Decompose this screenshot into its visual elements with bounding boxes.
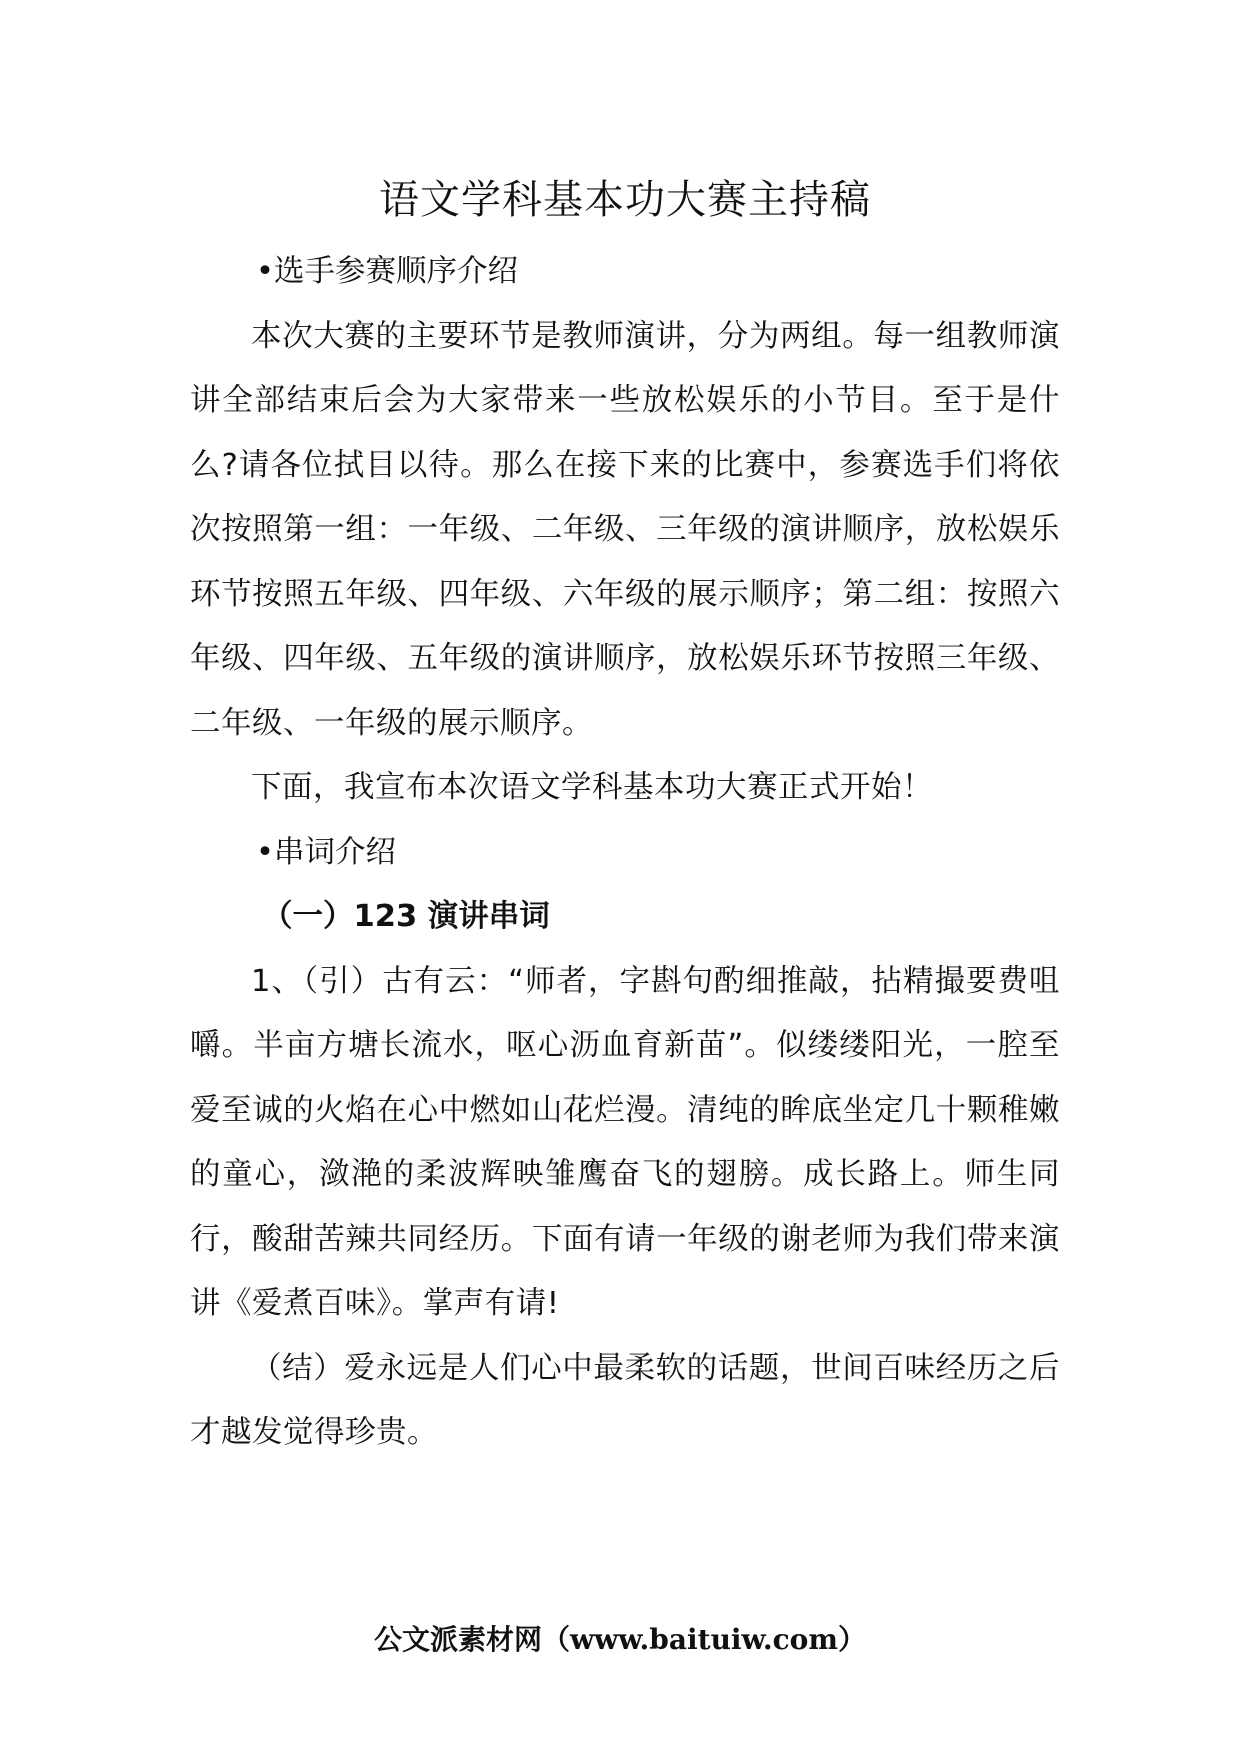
paragraph-closing-remark: （结）爱永远是人们心中最柔软的话题，世间百味经历之后才越发觉得珍贵。 xyxy=(190,1350,1060,1450)
paragraph-announcement: 下面，我宣布本次语文学科基本功大赛正式开始！ xyxy=(251,770,933,805)
document-body xyxy=(190,240,1060,1466)
paragraph-order-intro: 本次大赛的主要环节是教师演讲，分为两组。每一组教师演讲全部结束后会为大家带来一些放松娱乐的小节目。至于是什么?请各位拭目以待。那么在接下来的比赛中，参赛选手们将依次按照第一组：一年级、二年级、三年级的演讲顺序，放松娱乐环节按照五年级、四年级、六年级的展示顺序；第二组：按照六年级、四年级、五年级的演讲顺序，放松娱乐环节按照三年级、二年级、一年级的展示顺序。 xyxy=(190,318,1060,741)
section-heading-transition: •串词介绍 xyxy=(256,834,396,870)
section-heading-order: •选手参赛顺序介绍 xyxy=(256,254,518,289)
document-title: 语文学科基本功大赛主持稿 xyxy=(379,177,871,223)
paragraph-intro-speech: 1、（引）古有云：“师者，字斟句酌细推敲，拈精撮要费咀嚼。半亩方塘长流水，呕心沥血育新苗”。似缕缕阳光，一腔至爱至诚的火焰在心中燃如山花烂漫。清纯的眸底坐定几十颗稚嫩的童心，潋滟的柔波辉映雏鹰奋飞的翅膀。成长路上。师生同行，酸甜苦辣共同经历。下面有请一年级的谢老师为我们带来演讲《爱煮百味》。掌声有请! xyxy=(190,963,1060,1321)
subheading-speech-transitions: （一）123 演讲串词 xyxy=(262,899,550,934)
footer-watermark: 公文派素材网（www.baituiw.com） xyxy=(374,1623,866,1656)
